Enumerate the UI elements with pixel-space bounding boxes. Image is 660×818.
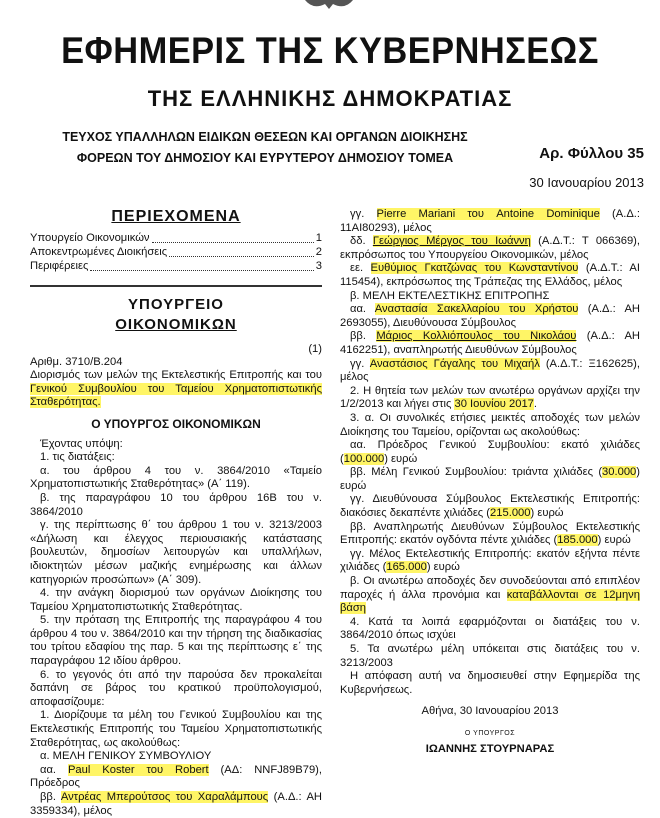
member-name: Μάριος Κολλιόπουλος του Νικολάου: [376, 330, 577, 343]
fee-unit: ) ευρώ: [426, 561, 460, 574]
toc-item[interactable]: [30, 260, 322, 274]
subject-highlight: Γενικού Συμβουλίου του Ταμείου Χρηματοπιστωτικής Σταθερότητας.: [30, 382, 322, 409]
member-name: Paul Koster του Robert: [67, 763, 209, 776]
issue-line-2: ΦΟΡΕΩΝ ΤΟΥ ΔΗΜΟΣΙΟΥ ΚΑΙ ΕΥΡΥΤΕΡΟΥ ΔΗΜΟΣΙΟΥ ΤΟΜΕΑ: [76, 151, 454, 165]
coat-of-arms-icon: [303, 0, 355, 10]
entry-details: (ΑΔ: NNFJ89B79), Πρόεδρος: [30, 763, 322, 790]
term-text: 2. Η θητεία των μελών των ανωτέρω οργάνων αρχίζει την 1/2/2013 και λήγει στις: [340, 384, 640, 411]
fee-text: γγ. Μέλος Εκτελεστικής Επιτροπής: εκατόν εξήντα πέντε χιλιάδες (: [340, 547, 640, 574]
toc-item-label: Υπουργείο Οικονομικών: [30, 232, 150, 244]
gazette-subtitle: ΤΗΣ ΕΛΛΗΝΙΚΗΣ ΔΗΜΟΚΡΑΤΙΑΣ: [147, 86, 513, 111]
member-entry: [30, 764, 322, 791]
fee-text: γγ. Διευθύνουσα Σύμβουλος Εκτελεστικής Επιτροπής: διακόσιες δεκαπέντε χιλιάδες (: [340, 493, 640, 520]
member-entry: [340, 303, 640, 330]
issue-date: 30 Ιανουαρίου 2013: [529, 175, 644, 190]
term-text-end: .: [533, 398, 538, 411]
entry-prefix: γγ.: [350, 357, 370, 370]
fee-entry: [340, 493, 640, 520]
member-entry: [340, 235, 640, 262]
entry-prefix: αα.: [40, 763, 68, 776]
paragraph: 1. τις διατάξεις:: [40, 451, 115, 464]
fees-note-text: β. Οι ανωτέρω αποδοχές δεν συνοδεύονται από επιπλέον παροχές ή άλλα προνόμια και: [340, 575, 640, 601]
paragraph: 6. το γεγονός ότι από την παρούσα δεν προκαλείται δαπάνη σε βάρος του κρατικού προϋπολογισμού, αποφασίζουμε:: [30, 668, 322, 708]
issue-line-1: ΤΕΥΧΟΣ ΥΠΑΛΛΗΛΩΝ ΕΙΔΙΚΩΝ ΘΕΣΕΩΝ ΚΑΙ ΟΡΓΑΝΩΝ ΔΙΟΙΚΗΣΗΣ: [62, 130, 468, 144]
entry-prefix: ββ.: [350, 330, 377, 343]
fee-unit: ) ευρώ: [384, 452, 418, 465]
divider: [30, 285, 322, 287]
paragraph: 4. Κατά τα λοιπά εφαρμόζονται οι διατάξεις του ν. 3864/2010 όπως ισχύει: [340, 615, 640, 642]
member-name: Pierre Mariani του Antoine Dominique: [376, 208, 600, 220]
fee-unit: ) ευρώ: [530, 507, 564, 520]
signature-name: ΙΩΑΝΝΗΣ ΣΤΟΥΡΝΑΡΑΣ: [425, 742, 555, 755]
member-entry: [340, 208, 640, 235]
member-name: Ευθύμιος Γκατζώνας του Κωνσταντίνου: [370, 262, 579, 275]
paragraph: α. του άρθρου 4 του ν. 3864/2010 «Ταμείο Χρηματοπιστωτικής Σταθερότητας» (Α΄ 119).: [30, 464, 322, 491]
entry-prefix: ββ.: [40, 791, 61, 803]
entry-details: (Α.Δ.Τ.: Τ 066369), εκπρόσωπος του Υπουργείου Οικονομικών, μέλος: [340, 235, 641, 261]
gazette-title: ΕΦΗΜΕΡΙΣ ΤΗΣ ΚΥΒΕΡΝΗΣΕΩΣ: [61, 30, 599, 71]
paragraph: 4. την ανάγκη διορισμού των οργάνων Διοίκησης του Ταμείου Χρηματοπιστωτικής Σταθερότητας.: [30, 587, 322, 613]
fee-amount: 215.000: [490, 507, 531, 520]
entry-prefix: δδ.: [350, 235, 373, 248]
member-name: Αναστασία Σακελλαρίου του Χρήστου: [374, 303, 579, 316]
fee-amount: 100.000: [343, 452, 385, 465]
fee-entry: [340, 466, 640, 493]
fee-entry: [340, 439, 640, 466]
signature-place-date: Αθήνα, 30 Ιανουαρίου 2013: [421, 705, 559, 718]
fee-entry: [340, 521, 640, 548]
member-name: Αναστάσιος Γάγαλης του Μιχαήλ: [369, 357, 540, 370]
sheet-number: Αρ. Φύλλου 35: [539, 145, 644, 162]
toc-item-page: 3: [315, 260, 322, 272]
paragraph: Έχοντας υπόψη:: [40, 437, 123, 450]
term-paragraph: [340, 385, 640, 412]
entry-details: (Α.Δ.: ΑΗ 2693055), Διευθύνουσα Σύμβουλος: [340, 303, 641, 329]
entry-prefix: αα.: [350, 303, 375, 316]
member-name: Γεώργιος Μέργος του Ιωάννη: [372, 235, 531, 248]
paragraph: β. της παραγράφου 10 του άρθρου 16Β του ν. 3864/2010: [30, 491, 322, 518]
entry-details: (Α.Δ.Τ.: Ξ162625), μέλος: [340, 357, 640, 384]
fee-amount: 30.000: [602, 466, 637, 479]
term-end-date: 30 Ιουνίου 2017: [454, 398, 534, 411]
ministry-line-1: ΥΠΟΥΡΓΕΙΟ: [128, 295, 224, 313]
toc-item[interactable]: [30, 246, 322, 260]
left-column: [30, 208, 322, 818]
item-number: (1): [308, 342, 322, 355]
paragraph: γ. της περίπτωσης θ΄ του άρθρου 1 του ν. 3213/2003 «Δήλωση και έλεγχος περιουσιακής κατάστασης βουλευτών, δημοσίων λειτουργών και υπαλλήλων, ιδιοκτητών μέσων μαζικής ενημέρωσης και άλλων κατηγοριών προσώπων» (Α΄ 309).: [30, 519, 322, 586]
entry-details: (Α.Δ.: 11AI80293), μέλος: [340, 208, 641, 234]
entry-prefix: γγ.: [350, 208, 377, 220]
signature-role: Ο ΥΠΟΥΡΓΟΣ: [464, 729, 516, 737]
toc-item-page: 1: [315, 232, 322, 244]
fee-text: ββ. Αναπληρωτής Διευθύνων Σύμβουλος Εκτελεστικής Επιτροπής: εκατόν ογδόντα πέντε χιλιάδες (: [340, 520, 640, 547]
exec-heading: β. ΜΕΛΗ ΕΚΤΕΛΕΣΤΙΚΗΣ ΕΠΙΤΡΟΠΗΣ: [350, 289, 550, 302]
member-entry: [340, 330, 640, 357]
toc-item[interactable]: [30, 232, 322, 246]
minister-heading: Ο ΥΠΟΥΡΓΟΣ ΟΙΚΟΝΟΜΙΚΩΝ: [91, 416, 261, 431]
toc-leader: [90, 270, 313, 271]
paragraph: 5. Τα ανωτέρω μέλη υπόκειται στις διατάξεις του ν. 3213/2003: [340, 643, 640, 669]
subject-text: Διορισμός των μελών της Εκτελεστικής Επιτροπής και του: [30, 369, 322, 382]
fee-text: ββ. Μέλη Γενικού Συμβουλίου: τριάντα χιλιάδες (: [350, 466, 603, 479]
entry-details: (Α.Δ.: ΑΗ 4162251), αναπληρωτής Διευθύνων Σύμβουλος: [340, 330, 641, 356]
decision-subject: [30, 369, 322, 410]
fee-text: αα. Πρόεδρος Γενικού Συμβουλίου: εκατό χιλιάδες (: [340, 439, 640, 465]
fee-amount: 185.000: [557, 534, 598, 547]
toc-leader: [169, 256, 314, 257]
member-name: Αντρέας Μπερούτσος του Χαραλάμπους: [60, 791, 269, 803]
paragraph: 5. την πρόταση της Επιτροπής της παραγράφου 4 του άρθρου 4 του ν. 3864/2010 και την τήρηση της διαδικασίας του τρίτου εδαφίου της παρ. 5 και της περίπτωσης ε΄ της παραγράφου 12 ιδίου άρθρου.: [30, 614, 322, 668]
paragraph: 1. Διορίζουμε τα μέλη του Γενικού Συμβουλίου και της Εκτελεστικής Επιτροπής του Ταμείου Χρηματοπιστωτικής Σταθερότητας, ως ακολούθως:: [30, 709, 322, 749]
fee-amount: 165.000: [386, 561, 427, 574]
entry-details: (Α.Δ.: ΑΗ 3359334), μέλος: [30, 791, 323, 817]
member-entry: [340, 358, 640, 385]
fee-entry: [340, 548, 640, 575]
toc-title: ΠΕΡΙΕΧΟΜΕΝΑ: [111, 208, 241, 225]
fees-paragraph: 3. α. Οι συνολικές ετήσιες μεικτές αποδοχές των μελών Διοίκησης του Ταμείου, ορίζονται ως ακολούθως:: [340, 411, 640, 438]
toc-leader: [152, 242, 314, 243]
paragraph: α. ΜΕΛΗ ΓΕΝΙΚΟΥ ΣΥΜΒΟΥΛΙΟΥ: [40, 750, 212, 763]
decision-ref: Αριθμ. 3710/Β.204: [30, 355, 123, 368]
member-entry: [30, 791, 322, 818]
ministry-heading: [30, 295, 322, 335]
right-column: [340, 208, 640, 756]
toc-item-label: Αποκεντρωμένες Διοικήσεις: [30, 246, 168, 258]
member-entry: [340, 262, 640, 289]
paragraph: Η απόφαση αυτή να δημοσιευθεί στην Εφημερίδα της Κυβερνήσεως.: [340, 670, 640, 696]
fee-unit: ) ευρώ: [597, 534, 631, 547]
toc-item-page: 2: [315, 246, 322, 258]
fees-note: [340, 575, 640, 616]
toc-item-label: Περιφέρειες: [30, 260, 89, 272]
fee-unit: ) ευρώ: [340, 466, 640, 492]
fees-note-highlight: καταβάλλονται σε 12μηνη βάση: [340, 588, 641, 615]
entry-details: (Α.Δ.Τ.: ΑΙ 115454), εκπρόσωπος της Τράπεζας της Ελλάδος, μέλος: [340, 262, 640, 288]
entry-prefix: εε.: [350, 262, 371, 275]
ministry-line-2: ΟΙΚΟΝΟΜΙΚΩΝ: [115, 315, 237, 333]
